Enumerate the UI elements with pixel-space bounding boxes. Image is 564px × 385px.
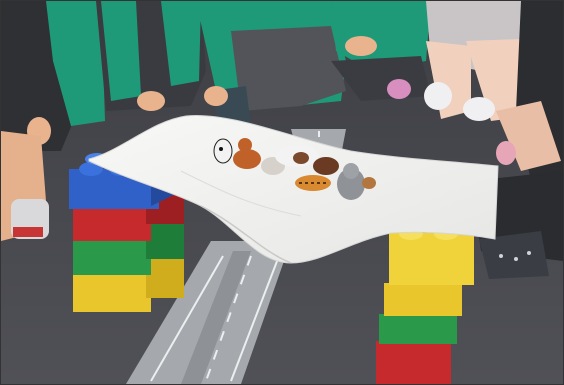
photo-canvas xyxy=(1,1,563,384)
